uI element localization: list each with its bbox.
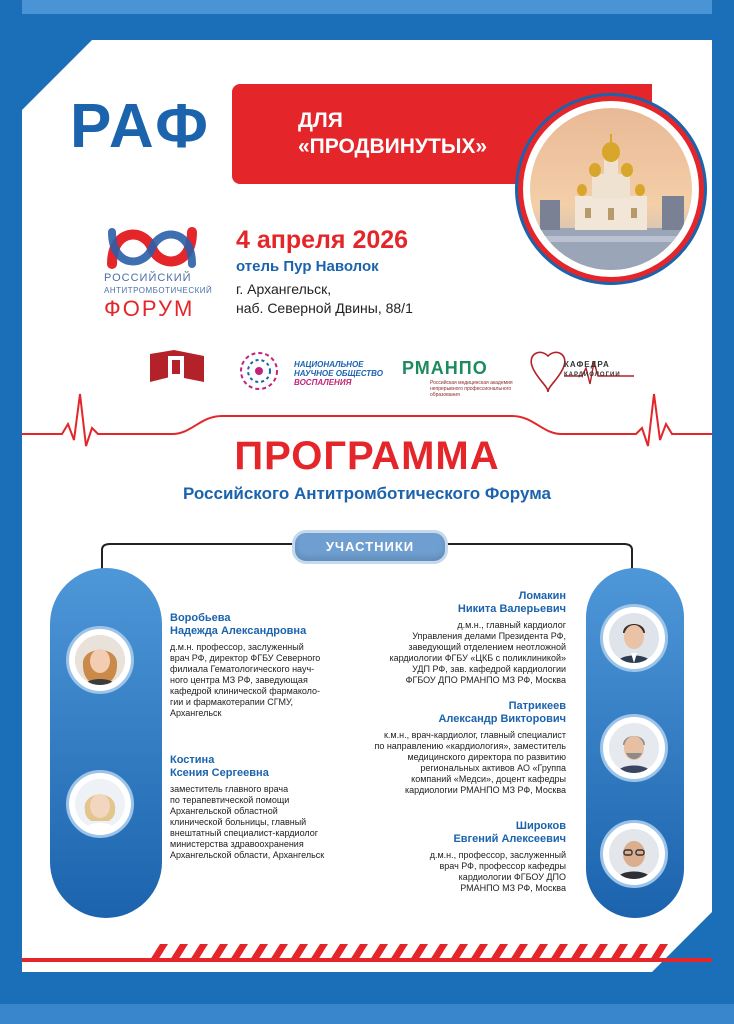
speaker-name: Надежда Александровна bbox=[170, 625, 307, 637]
desc-line: врач РФ, профессор кафедры bbox=[439, 861, 566, 871]
kafedra-line-1: КАФЕДРА bbox=[564, 360, 610, 369]
cathedral-photo bbox=[530, 108, 692, 270]
desc-line: Архангельской области, Архангельск bbox=[170, 850, 325, 860]
desc-line: гии и фармакотерапии СГМУ, bbox=[170, 697, 293, 707]
desc-line: клинической больницы, главный bbox=[170, 817, 307, 827]
banner-line-2: «ПРОДВИНУТЫХ» bbox=[298, 135, 488, 158]
partner-rmanpo-subtitle: Российская медицинская академия непрерывного профессионального образования bbox=[430, 380, 513, 398]
desc-line: ФГБОУ ДПО РМАНПО МЗ РФ, Москва bbox=[405, 675, 566, 685]
desc-line: врач РФ, директор ФГБУ Северного bbox=[170, 653, 321, 663]
speaker-photo-patrikeev bbox=[609, 723, 659, 773]
speaker-surname: Патрикеев bbox=[508, 700, 566, 712]
speaker-name: Ксения Сергеевна bbox=[170, 767, 269, 779]
desc-line: Управления делами Президента РФ, bbox=[412, 631, 566, 641]
address-line-1: г. Архангельск, bbox=[236, 281, 332, 297]
speaker-name: Александр Викторович bbox=[438, 713, 566, 725]
bottom-frame-highlight bbox=[0, 1004, 734, 1024]
event-date: 4 апреля 2026 bbox=[236, 226, 409, 254]
partner-kafedra-text bbox=[564, 360, 621, 380]
desc-line: д.м.н., профессор, заслуженный bbox=[429, 850, 566, 860]
speaker-description bbox=[340, 730, 566, 796]
left-frame bbox=[0, 0, 22, 1024]
speaker-surname: Широков bbox=[515, 820, 566, 832]
banner-text bbox=[298, 108, 487, 160]
desc-line: министерства здравоохранения bbox=[170, 839, 304, 849]
partner-rmanpo-logo: РМАНПО bbox=[402, 358, 488, 378]
desc-line: кардиологии РМАНПО МЗ РФ, Москва bbox=[405, 785, 566, 795]
speaker-description bbox=[370, 620, 566, 686]
avatar bbox=[66, 626, 134, 694]
logo-text-line-1: РОССИЙСКИЙ bbox=[104, 272, 192, 284]
desc-line: кардиологии ФГБУ «ЦКБ с поликлиникой» bbox=[389, 653, 566, 663]
kafedra-line-2: КАРДИОЛОГИИ bbox=[564, 372, 621, 378]
speaker-card-patrikeev bbox=[340, 700, 566, 796]
program-subtitle: Российского Антитромботического Форума bbox=[182, 484, 552, 503]
logo-text-line-2: АНТИТРОМБОТИЧЕСКИЙ bbox=[104, 286, 213, 295]
speaker-card-shirokov bbox=[380, 820, 566, 894]
speaker-photo-vorobyeva bbox=[75, 635, 125, 685]
top-frame-highlight bbox=[0, 0, 734, 14]
page-title: РАФ bbox=[70, 92, 212, 161]
avatar bbox=[600, 820, 668, 888]
desc-line: заместитель главного врача bbox=[170, 784, 289, 794]
speaker-name: Евгений Алексеевич bbox=[453, 833, 566, 845]
address-line-2: наб. Северной Двины, 88/1 bbox=[236, 300, 413, 316]
nnov-line-3: ВОСПАЛЕНИЯ bbox=[294, 378, 352, 387]
logo-text-line-3: ФОРУМ bbox=[104, 296, 195, 321]
speaker-photo-shirokov bbox=[609, 829, 659, 879]
speaker-surname: Ломакин bbox=[518, 590, 566, 602]
desc-line: Архангельск bbox=[170, 708, 222, 718]
partner-nnov-text bbox=[294, 360, 383, 387]
desc-line: к.м.н., врач-кардиолог, главный специалист bbox=[383, 730, 566, 740]
speaker-photo-lomakin bbox=[609, 613, 659, 663]
desc-line: по направлению «кардиология», заместитель bbox=[374, 741, 566, 751]
event-address bbox=[236, 280, 413, 318]
cathedral-illustration bbox=[530, 108, 692, 270]
speaker-surname: Воробьева bbox=[170, 612, 231, 624]
forum-logo-icon bbox=[104, 218, 200, 278]
desc-line: кафедрой клинической фармаколо- bbox=[170, 686, 321, 696]
desc-line: ного центра МЗ РФ, заведующая bbox=[170, 675, 308, 685]
speaker-photo-kostina bbox=[75, 779, 125, 829]
desc-line: медицинского директора по развитию bbox=[407, 752, 566, 762]
avatar bbox=[66, 770, 134, 838]
desc-line: филиала Гематологического науч- bbox=[170, 664, 315, 674]
desc-line: Архангельской областной bbox=[170, 806, 278, 816]
speaker-surname: Костина bbox=[170, 754, 215, 766]
desc-line: д.м.н. профессор, заслуженный bbox=[170, 642, 304, 652]
banner-line-1: ДЛЯ bbox=[298, 109, 343, 132]
desc-line: кардиологии ФГБОУ ДПО bbox=[458, 872, 566, 882]
corner-decoration-bottom-right bbox=[652, 912, 712, 972]
desc-line: заведующий отделением неотложной bbox=[408, 642, 566, 652]
desc-line: д.м.н., главный кардиолог bbox=[457, 620, 566, 630]
nnov-line-2: НАУЧНОЕ ОБЩЕСТВО bbox=[294, 369, 383, 378]
left-speaker-column bbox=[50, 568, 162, 918]
nnov-line-1: НАЦИОНАЛЬНОЕ bbox=[294, 360, 364, 369]
bottom-red-line bbox=[22, 958, 712, 962]
speaker-name: Никита Валерьевич bbox=[457, 603, 566, 615]
participants-label: УЧАСТНИКИ bbox=[292, 530, 448, 564]
avatar bbox=[600, 604, 668, 672]
avatar bbox=[600, 714, 668, 782]
desc-line: РМАНПО МЗ РФ, Москва bbox=[460, 883, 566, 893]
speaker-card-lomakin bbox=[370, 590, 566, 686]
desc-line: региональных активов АО «Группа bbox=[420, 763, 566, 773]
desc-line: внештатный специалист-кардиолог bbox=[170, 828, 319, 838]
desc-line: по терапевтической помощи bbox=[170, 795, 290, 805]
speaker-description bbox=[380, 850, 566, 894]
program-title: ПРОГРАММА bbox=[234, 434, 500, 478]
desc-line: УДП РФ, зав. кафедрой кардиологии bbox=[412, 664, 566, 674]
event-venue: отель Пур Наволок bbox=[236, 258, 379, 275]
right-frame bbox=[712, 0, 734, 1024]
desc-line: компаний «Медси», доцент кафедры bbox=[411, 774, 566, 784]
